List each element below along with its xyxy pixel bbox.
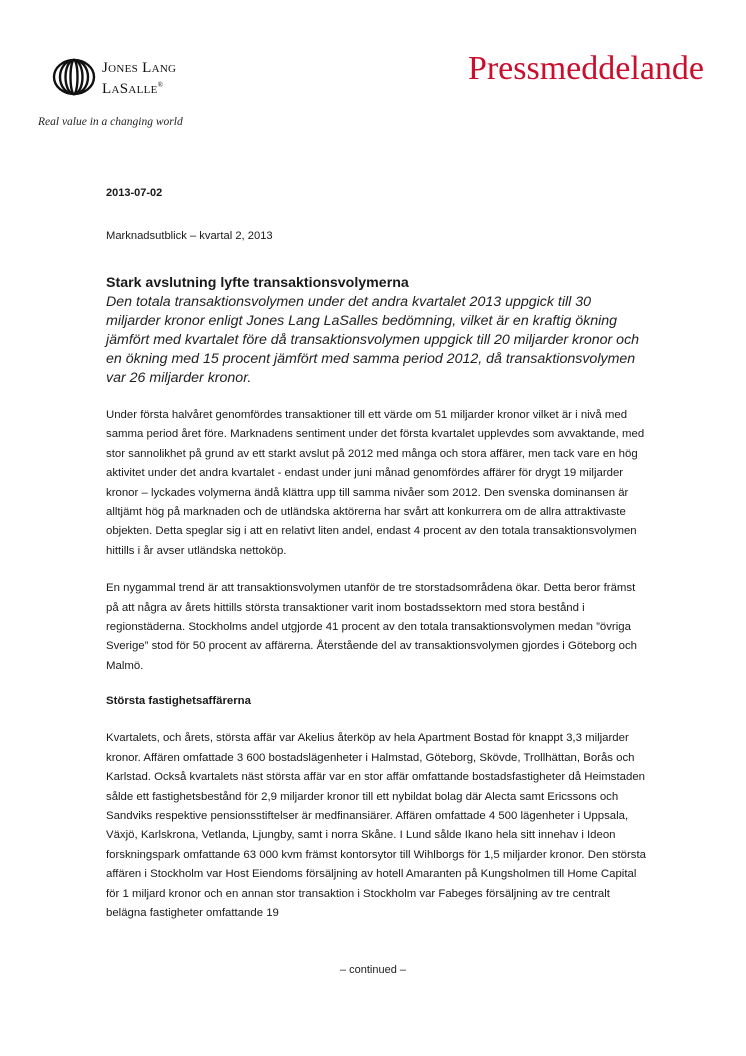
paragraph-2: En nygammal trend är att transaktionsvolymen utanför de tre storstadsområdena ökar. Detta beror främst på att några av årets hittills största transaktioner varit inom bostadssektorn med stora bestånd i regionstäderna. Stockholms andel utgjorde 41 procent av den totala transaktionsvolymen medan ”övriga Sverige” stod för 50 procent av affärerna. Återstående del av transaktionsvolymen gjordes i Göteborg och Malmö. — [106, 582, 638, 672]
document-type-title: Pressmeddelande — [467, 50, 704, 87]
paragraph-3: Kvartalets, och årets, största affär var Akelius återköp av hela Apartment Bostad för knappt 3,3 miljarder kronor. Affären omfattade 3 600 bostadslägenheter i Halmstad, Göteborg, Skövde, Trollhättan, Borås och Karlstad. Också kvartalets näst största affär var en stor affär omfattande bostadsfastigheter då Heimstaden sålde ett fastighetsbestånd för 2,9 miljarder kronor till ett nybildat bolag där Alecta samt Ericssons och Sandviks respektive pensionsstiftelser är medfinansiärer. Affären omfattade 4 500 lägenheter i Uppsala, Växjö, Karlskrona, Vetlanda, Ljungby, samt i norra Skåne. I Lund sålde Ikano hela sitt innehav i Ideon forskningspark omfattande 63 000 kvm främst kontorsytor till Wihlborgs för 1,5 miljarder kronor. Den största affären i Stockholm var Host Eiendoms försäljning av hotell Amaranten på Kungsholmen till Home Capital för 1 miljard kronor och en annan stor transaktion i Stockholm var Fabeges försäljning av tre centralt belägna fastigheter omfattande 19 — [106, 732, 647, 919]
article-lead: Den totala transaktionsvolymen under det andra kvartalet 2013 uppgick till 30 miljarder kronor enligt Jones Lang LaSalles bedömning, vilket är en kraftig ökning jämfört med kvartalet före då transaktionsvolymen uppgick till 20 miljarder kronor och en ökning med 15 procent jämfört med samma period 2012, då transaktionsvolymen var 26 miljarder kronor. — [106, 294, 640, 386]
release-date: 2013-07-02 — [106, 187, 163, 199]
paragraph-1: Under första halvåret genomfördes transaktioner till ett värde om 51 miljarder kronor vilket är i nivå med samma period året före. Marknadens sentiment under det första kvartalet upplevdes som avvaktande, med stor sannolikhet på grund av ett starkt avslut på 2012 med många och stora affärer, men tack vare en hög aktivitet under det andra kvartalet - endast under juni månad genomfördes affärer för drygt 19 miljarder kronor – lyckades volymerna ändå klättra upp till samma nivåer som 2012. Den svenska dominansen är alltjämt hög på marknaden och de utländska aktörerna har svårt att konkurrera om de allra attraktivaste objekten. Detta speglar sig i att en relativt liten andel, endast 4 procent av den totala transaktionsvolymen hittills i år avser utländska nettoköp. — [106, 409, 645, 557]
continued-marker: – continued – — [339, 964, 407, 976]
article-subhead: Marknadsutblick – kvartal 2, 2013 — [106, 230, 273, 242]
logo-line-2 — [102, 77, 176, 98]
registered-mark: ® — [157, 81, 164, 89]
page-header — [0, 0, 746, 140]
company-logo — [52, 58, 222, 98]
logo-line-1: Jones Lang — [102, 60, 177, 76]
logo-wordmark — [102, 60, 176, 98]
logo-mark-icon — [52, 58, 96, 96]
section-title: Största fastighetsaffärerna — [106, 695, 251, 708]
tagline: Real value in a changing world — [38, 116, 183, 128]
article-headline: Stark avslutning lyfte transaktionsvolymerna — [106, 275, 409, 291]
logo-line-2-text: LaSalle — [102, 81, 158, 97]
article-body — [106, 184, 646, 923]
